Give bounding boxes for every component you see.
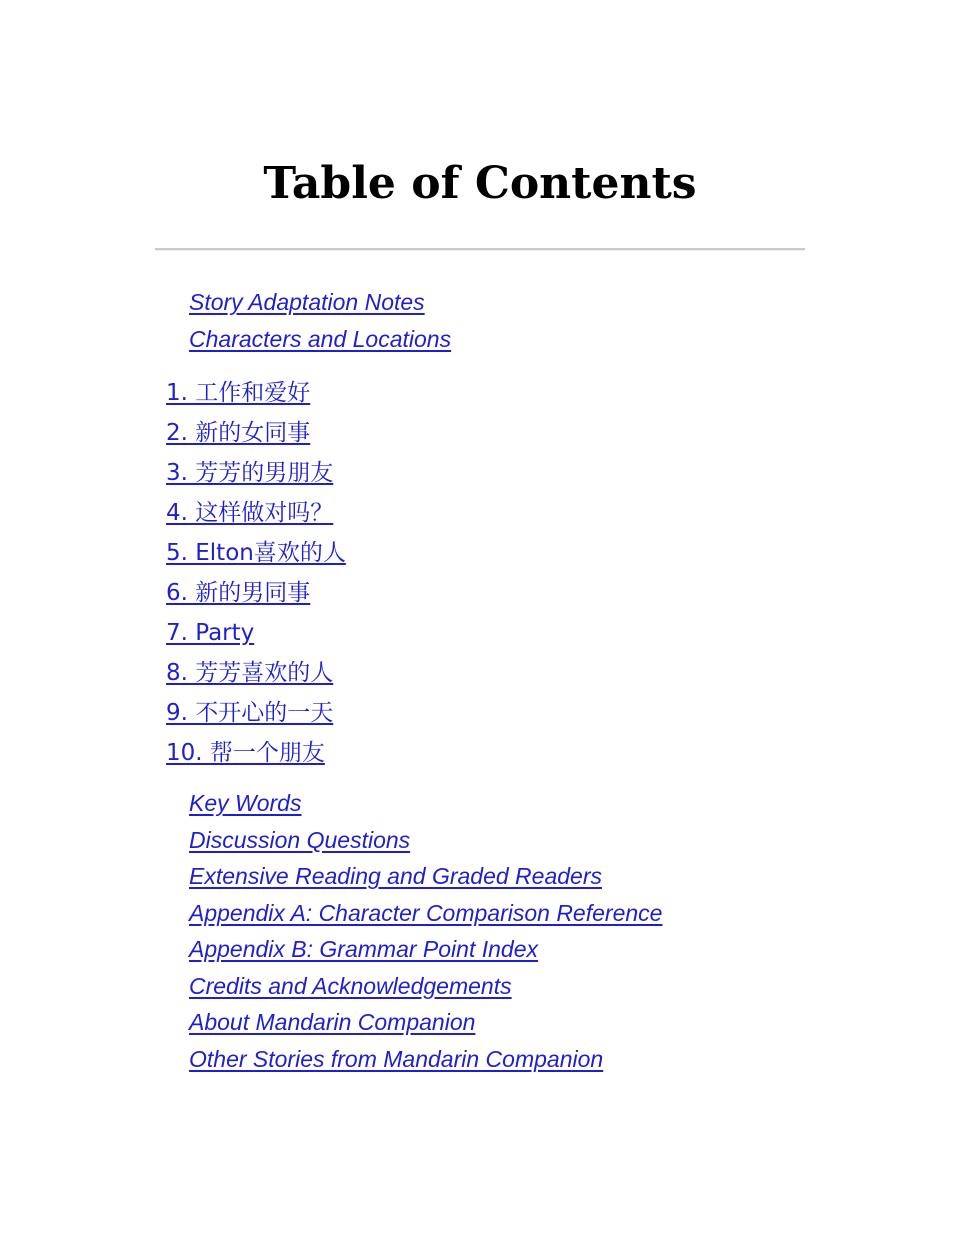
chapter-7-link[interactable]: 7. Party xyxy=(166,620,255,646)
about-mandarin-companion-link[interactable]: About Mandarin Companion xyxy=(189,1009,476,1035)
list-item xyxy=(189,284,451,321)
list-item xyxy=(166,494,346,534)
chapter-list xyxy=(166,374,346,774)
chapter-2-link[interactable]: 2. 新的女同事 xyxy=(166,420,311,446)
chapter-4-link[interactable]: 4. 这样做对吗？ xyxy=(166,500,334,526)
other-stories-link[interactable]: Other Stories from Mandarin Companion xyxy=(189,1045,604,1072)
list-item xyxy=(189,822,662,859)
chapter-1-link[interactable]: 1. 工作和爱好 xyxy=(166,380,311,406)
front-matter-list xyxy=(189,284,451,357)
key-words-link[interactable]: Key Words xyxy=(189,790,302,816)
chapter-10-link[interactable]: 10. 帮一个朋友 xyxy=(166,740,325,766)
list-item xyxy=(166,374,346,414)
list-item xyxy=(166,534,346,574)
title-divider xyxy=(155,248,805,251)
list-item xyxy=(189,858,662,895)
list-item xyxy=(189,895,662,932)
credits-link[interactable]: Credits and Acknowledgements xyxy=(189,972,512,999)
list-item xyxy=(166,734,346,774)
list-item xyxy=(189,1041,662,1078)
appendix-a-link[interactable]: Appendix A: Character Comparison Reference xyxy=(189,899,663,926)
story-adaptation-notes-link[interactable]: Story Adaptation Notes xyxy=(189,289,425,315)
chapter-8-link[interactable]: 8. 芳芳喜欢的人 xyxy=(166,660,334,686)
list-item xyxy=(189,321,451,358)
list-item xyxy=(166,614,346,654)
chapter-5-link[interactable]: 5. Elton喜欢的人 xyxy=(166,540,346,566)
list-item xyxy=(189,968,662,1005)
chapter-3-link[interactable]: 3. 芳芳的男朋友 xyxy=(166,460,334,486)
list-item xyxy=(189,1004,662,1041)
list-item xyxy=(189,931,662,968)
list-item xyxy=(189,785,662,822)
chapter-9-link[interactable]: 9. 不开心的一天 xyxy=(166,700,334,726)
extensive-reading-link[interactable]: Extensive Reading and Graded Readers xyxy=(189,863,602,889)
chapter-6-link[interactable]: 6. 新的男同事 xyxy=(166,580,311,606)
appendix-b-link[interactable]: Appendix B: Grammar Point Index xyxy=(189,936,538,962)
discussion-questions-link[interactable]: Discussion Questions xyxy=(189,826,411,853)
page-title: Table of Contents xyxy=(263,158,697,209)
list-item xyxy=(166,574,346,614)
back-matter-list xyxy=(189,785,662,1077)
list-item xyxy=(166,454,346,494)
list-item xyxy=(166,414,346,454)
list-item xyxy=(166,654,346,694)
list-item xyxy=(166,694,346,734)
characters-and-locations-link[interactable]: Characters and Locations xyxy=(189,325,452,352)
